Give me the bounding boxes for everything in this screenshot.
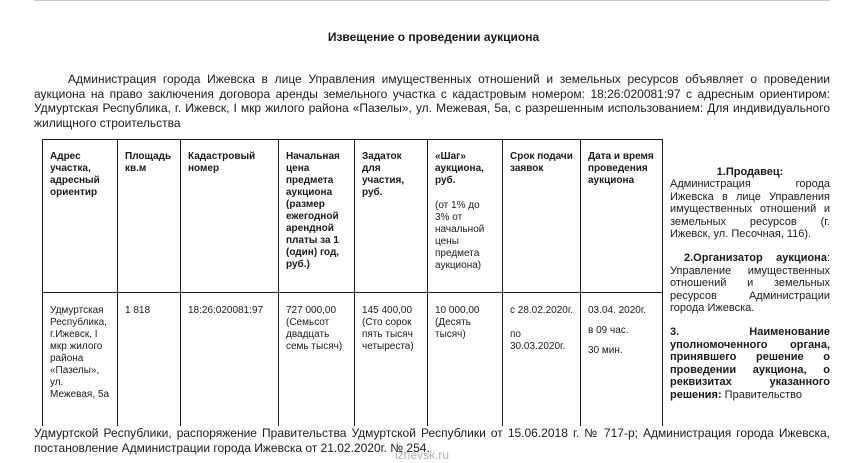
header-step-label: «Шаг» аукциона, руб. [435, 151, 484, 186]
header-address: Адрес участка, адресный ориентир [43, 140, 118, 293]
seller-text: Администрация города Ижевска в лице Управления имущественных отношений и земельных ресурсов (г. Ижевск, ул. Песочная, 116). [670, 178, 830, 241]
table-header-row [43, 140, 663, 293]
header-step-note: (от 1% до 3% от начальной цены предмета аукциона) [435, 200, 485, 271]
cell-auction-date [581, 293, 663, 439]
auction-time: в 09 час. [588, 325, 629, 336]
footer-paragraph: Удмуртской Республики, распоряжение Правительства Удмуртской Республики от 15.06.2018 г. № 717-р; Администрация города Ижевска, постановление Администрации города Ижевска от 21.02.2020г. № 254. [34, 426, 830, 455]
auction-table [42, 139, 663, 439]
intro-text: Администрация города Ижевска в лице Управления имущественных отношений и земельных ресурсов объявляет о проведении аукциона на право заключения договора аренды земельного участка с кадастровым номером: 18:26:020081:97 с адресным ориентиром: Удмуртская Республика, г. Ижевск, I мкр жилого района «Пазелы», ул. Межевая, 5а, с разрешенным использованием: Для индивидуального жилищного строительства [34, 72, 830, 130]
authority-heading: 3. Наименование уполномоченного органа, принявшего решение о проведении аукциона, о реквизитах указанного решения: [670, 326, 830, 401]
intro-paragraph [34, 72, 830, 130]
deadline-from: с 28.02.2020г. [510, 305, 574, 316]
side-column [670, 166, 830, 413]
table-row [43, 293, 663, 439]
deadline-to: по 30.03.2020г. [510, 329, 566, 352]
header-step [428, 140, 503, 293]
header-deposit: Задаток для участия, руб. [355, 140, 428, 293]
organizer-heading: 2.Организатор аукциона [684, 252, 827, 265]
seller-heading: 1.Продавец: [716, 166, 784, 178]
authority-text: Правительство [721, 388, 803, 401]
auction-date: 03.04. 2020г. [588, 305, 647, 316]
cell-area: 1 818 [118, 293, 181, 439]
organizer-block [670, 252, 830, 314]
header-area: Площадь кв.м [118, 140, 181, 293]
cell-deposit: 145 400,00 (Сто сорок пять тысяч четыреста) [355, 293, 428, 439]
seller-block [670, 166, 830, 240]
header-auction-date: Дата и время проведения аукциона [581, 140, 663, 293]
cell-deadline [503, 293, 581, 439]
organizer-text: : Управление имущественных отношений и земельных ресурсов Администрации города Ижевска. [670, 252, 830, 315]
top-divider [34, 0, 830, 1]
cell-start-price: 727 000,00 (Семьсот двадцать семь тысяч) [279, 293, 355, 439]
header-deadline: Срок подачи заявок [503, 140, 581, 293]
cell-address: Удмуртская Республика, г.Ижевск, I мкр жилого района «Пазелы», ул. Межевая, 5а [43, 293, 118, 439]
cell-step: 10 000,00 (Десять тысяч) [428, 293, 503, 439]
authority-block [670, 326, 830, 400]
header-start-price: Начальная цена предмета аукциона (размер ежегодной арендной платы за 1 (один) год, руб.) [279, 140, 355, 293]
watermark: izhevsk.ru [395, 448, 450, 462]
header-cadastral: Кадастровый номер [181, 140, 279, 293]
auction-minutes: 30 мин. [588, 345, 623, 356]
page-title: Извещение о проведении аукциона [327, 30, 540, 44]
cell-cadastral: 18:26:020081:97 [181, 293, 279, 439]
